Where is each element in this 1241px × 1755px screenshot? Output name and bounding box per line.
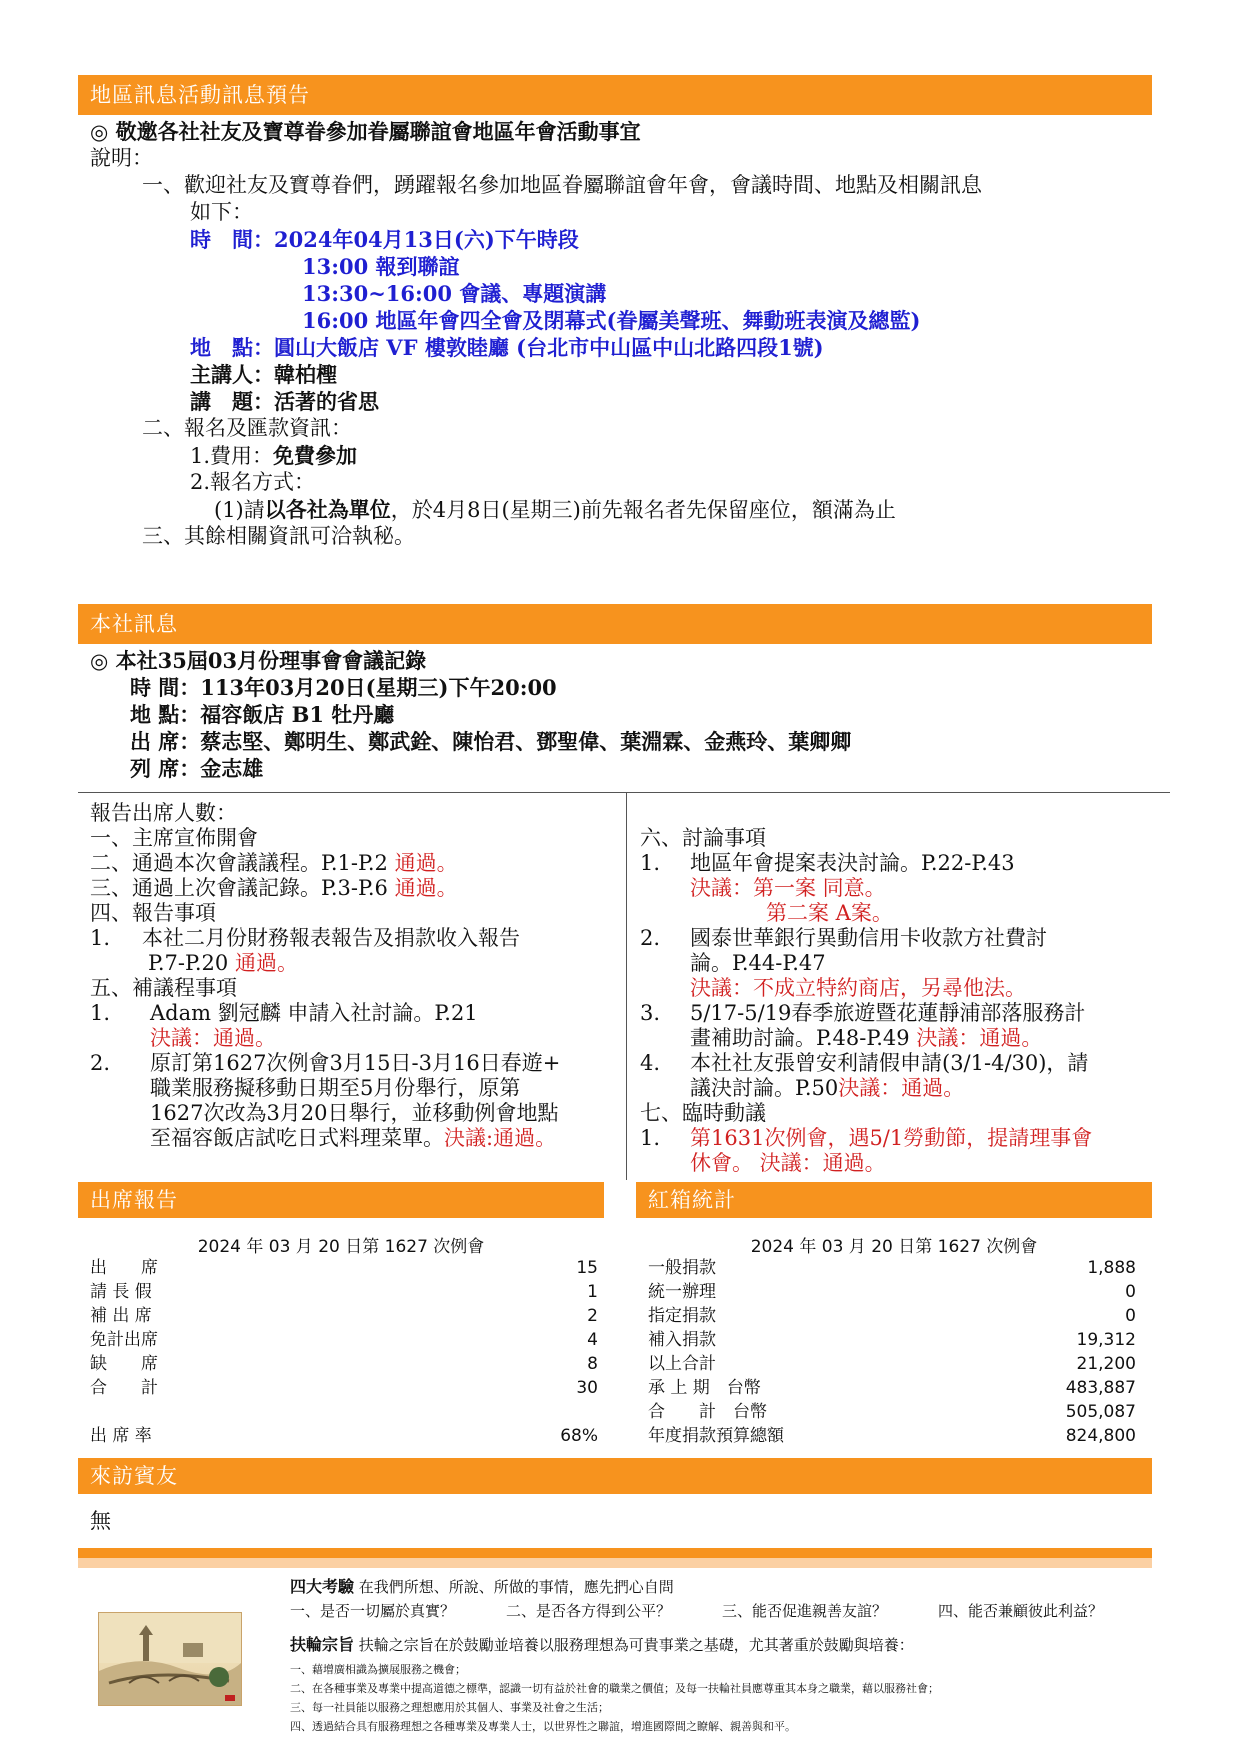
minutes-line-number: 1. <box>90 1001 111 1025</box>
district-place: 地 點：圓山大飯店 VF 樓敦睦廳 (台北市中山區中山北路四段1號) <box>190 335 824 360</box>
minutes-line: 第二案 A案。 <box>766 901 893 925</box>
attendance-header: 出席報告 <box>78 1182 604 1218</box>
district-item1: 一、歡迎社友及寶尊眷們，踴躍報名參加地區眷屬聯誼會年會，會議時間、地點及相關訊息 <box>142 173 982 197</box>
four-way-test-questions: 一、是否一切屬於真實？ 二、是否各方得到公平？ 三、能否促進親善友誼？ 四、能否兼顧彼此利益？ <box>290 1602 1104 1620</box>
minutes-line: 七、臨時動議 <box>640 1101 766 1125</box>
redbox-row-value: 483,887 <box>1065 1378 1136 1398</box>
visitors-value: 無 <box>90 1509 111 1533</box>
attendance-rate-value: 68% <box>560 1426 598 1446</box>
minutes-line: 畫補助討論。P.48-P.49 決議：通過。 <box>690 1026 1043 1050</box>
minutes-line: 決議：通過。 <box>150 1026 276 1050</box>
four-way-test: 四大考驗 在我們所想、所說、所做的事情，應先捫心自問 <box>290 1577 674 1596</box>
district-schedule-2: 13:30~16:00 會議、專題演講 <box>302 281 607 306</box>
attendance-subtitle: 2024 年 03 月 20 日第 1627 次例會 <box>197 1237 485 1257</box>
minutes-line-number: 4. <box>640 1051 661 1075</box>
district-speaker: 主講人：韓柏檉 <box>190 362 337 387</box>
district-fee: 1.費用：免費參加 <box>190 443 358 468</box>
minutes-line: 三、通過上次會議記錄。P.3-P.6 通過。 <box>90 876 458 900</box>
minutes-column-divider <box>626 792 627 1180</box>
district-topic: 講 題：活著的省思 <box>190 389 379 414</box>
redbox-row-value: 0 <box>1125 1282 1136 1302</box>
redbox-row-value: 21,200 <box>1076 1354 1136 1374</box>
attendance-row-value: 30 <box>576 1378 598 1398</box>
minutes-line: 本社社友張曾安利請假申請(3/1-4/30)，請 <box>690 1051 1089 1075</box>
attendance-row-label: 合 計 <box>90 1378 158 1398</box>
club-meeting-place: 地 點：福容飯店 B1 牡丹廳 <box>130 702 395 727</box>
redbox-row-label: 統一辦理 <box>648 1282 716 1302</box>
minutes-line: 5/17-5/19春季旅遊暨花蓮靜浦部落服務計 <box>690 1001 1086 1025</box>
minutes-line-number: 2. <box>640 926 661 950</box>
minutes-line: 第1631次例會，遇5/1勞動節，提請理事會 <box>690 1126 1093 1150</box>
redbox-row-value: 0 <box>1125 1306 1136 1326</box>
minutes-line: 二、通過本次會議議程。P.1-P.2 通過。 <box>90 851 458 875</box>
minutes-line: 六、討論事項 <box>640 826 766 850</box>
section-header-district: 地區訊息活動訊息預告 <box>78 75 1152 115</box>
district-schedule-3: 16:00 地區年會四全會及閉幕式(眷屬美聲班、舞動班表演及總監) <box>302 308 921 333</box>
club-meeting-attendees: 出 席：蔡志堅、鄭明生、鄭武銓、陳怡君、鄧聖偉、葉淵霖、金燕玲、葉卿卿 <box>130 729 852 754</box>
minutes-line: Adam 劉冠麟 申請入社討論。P.21 <box>150 1001 478 1025</box>
redbox-row-label: 補入捐款 <box>648 1330 716 1350</box>
minutes-line: 論。P.44-P.47 <box>690 951 826 975</box>
visitors-header: 來訪賓友 <box>78 1458 1152 1494</box>
redbox-row-label: 一般捐款 <box>648 1258 716 1278</box>
minutes-line: 國泰世華銀行異動信用卡收款方社費討 <box>690 926 1047 950</box>
redbox-row-label: 年度捐款預算總額 <box>648 1426 784 1446</box>
district-item2: 二、報名及匯款資訊： <box>142 416 352 440</box>
district-schedule-1: 13:00 報到聯誼 <box>302 254 460 279</box>
minutes-line-number: 1. <box>640 1126 661 1150</box>
rotary-landscape-picture <box>98 1612 242 1706</box>
attendance-row-label: 請 長 假 <box>90 1282 152 1302</box>
attendance-row-label: 缺 席 <box>90 1354 158 1374</box>
redbox-row-label: 指定捐款 <box>648 1306 716 1326</box>
district-title: ◎ 敬邀各社社友及寶尊眷參加眷屬聯誼會地區年會活動事宜 <box>90 119 641 144</box>
redbox-row-value: 19,312 <box>1076 1330 1136 1350</box>
minutes-line: 休會。 決議：通過。 <box>690 1151 886 1175</box>
redbox-row-label: 以上合計 <box>648 1354 716 1374</box>
attendance-row-label: 免計出席 <box>90 1330 158 1350</box>
club-meeting-present: 列 席：金志雄 <box>130 756 264 781</box>
attendance-row-label: 補 出 席 <box>90 1306 152 1326</box>
district-time: 時 間：2024年04月13日(六)下午時段 <box>190 227 579 252</box>
minutes-line: 至福容飯店試吃日式料理菜單。決議:通過。 <box>150 1126 557 1150</box>
minutes-line-number: 1. <box>90 926 111 950</box>
attendance-row-value: 15 <box>576 1258 598 1278</box>
footer-top-bar-light <box>78 1558 1152 1568</box>
minutes-line-number: 2. <box>90 1051 111 1075</box>
redbox-row-value: 824,800 <box>1065 1426 1136 1446</box>
club-meeting-title: ◎ 本社35屆03月份理事會會議記錄 <box>90 648 427 673</box>
minutes-line: 地區年會提案表決討論。P.22-P.43 <box>690 851 1015 875</box>
minutes-line: 決議：不成立特約商店，另尋他法。 <box>690 976 1026 1000</box>
minutes-top-divider <box>78 792 1170 793</box>
object-of-rotary-items: 一、藉增廣相識為擴展服務之機會； 二、在各種事業及專業中提高道德之標準，認識一切有益於社會的職業之價值；及每一扶輪社員應尊重其本身之職業，藉以服務社會； 三、每一社員能以服務之理想應用於其個人、事業及社會之生活； 四、透過結合具有服務理想之各種專業及專業人士，以世界性之聯誼，增進國際間之瞭解、親善與和平。 <box>290 1663 939 1733</box>
minutes-line: 議決討論。P.50決議：通過。 <box>690 1076 965 1100</box>
club-meeting-time: 時 間：113年03月20日(星期三)下午20:00 <box>130 675 557 700</box>
district-item1-cont: 如下： <box>190 200 253 224</box>
minutes-line: 決議：第一案 同意。 <box>690 876 886 900</box>
section-header-club: 本社訊息 <box>78 604 1152 644</box>
minutes-line-number: 1. <box>640 851 661 875</box>
redbox-subtitle: 2024 年 03 月 20 日第 1627 次例會 <box>750 1237 1038 1257</box>
minutes-line: P.7-P.20 通過。 <box>148 951 298 975</box>
redbox-row-value: 505,087 <box>1065 1402 1136 1422</box>
attendance-row-value: 4 <box>587 1330 598 1350</box>
redbox-row-label: 承 上 期 台幣 <box>648 1378 761 1398</box>
object-of-rotary: 扶輪宗旨 扶輪之宗旨在於鼓勵並培養以服務理想為可貴事業之基礎，尤其著重於鼓勵與培養： <box>290 1635 914 1654</box>
attendance-row-label: 出 席 <box>90 1258 158 1278</box>
attendance-rate-label: 出 席 率 <box>90 1426 152 1446</box>
district-note: 說明： <box>90 146 153 170</box>
minutes-line: 原訂第1627次例會3月15日-3月16日春遊+ <box>150 1051 561 1075</box>
district-method-1: (1)請以各社為單位，於4月8日(星期三)前先報名者先保留座位，額滿為止 <box>214 497 896 522</box>
redbox-row-label: 合 計 台幣 <box>648 1402 767 1422</box>
minutes-line-number: 3. <box>640 1001 661 1025</box>
minutes-line: 報告出席人數： <box>90 801 237 825</box>
redbox-row-value: 1,888 <box>1087 1258 1136 1278</box>
minutes-line: 1627次改為3月20日舉行，並移動例會地點 <box>150 1101 559 1125</box>
minutes-line: 本社二月份財務報表報告及捐款收入報告 <box>142 926 520 950</box>
attendance-row-value: 1 <box>587 1282 598 1302</box>
minutes-line: 四、報告事項 <box>90 901 216 925</box>
minutes-line: 一、主席宣佈開會 <box>90 826 258 850</box>
attendance-row-value: 2 <box>587 1306 598 1326</box>
footer-top-bar <box>78 1548 1152 1558</box>
redbox-header: 紅箱統計 <box>636 1182 1152 1218</box>
minutes-line: 五、補議程事項 <box>90 976 237 1000</box>
district-method: 2.報名方式： <box>190 470 316 494</box>
attendance-row-value: 8 <box>587 1354 598 1374</box>
minutes-line: 職業服務擬移動日期至5月份舉行，原第 <box>150 1076 521 1100</box>
district-item3: 三、其餘相關資訊可洽執秘。 <box>142 524 415 548</box>
